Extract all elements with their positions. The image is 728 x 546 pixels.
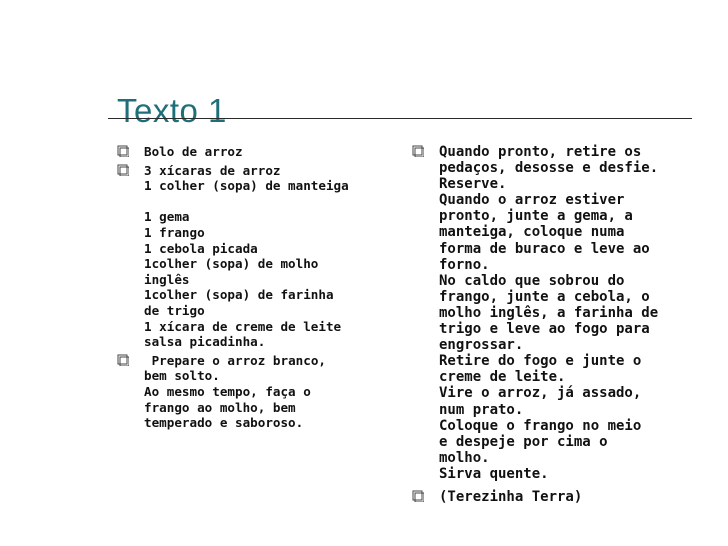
left-column — [117, 144, 397, 431]
hollow-square-bullet-icon — [412, 145, 424, 157]
hollow-square-bullet-icon — [117, 145, 129, 157]
list-item — [117, 144, 397, 160]
bullet-text: Prepare o arroz branco, bem solto. Ao mesmo tempo, faça o frango ao molho, bem temperado e saboroso. — [144, 352, 326, 431]
title-divider — [108, 118, 692, 119]
list-item — [117, 163, 397, 350]
slide-title: Texto 1 — [117, 92, 227, 130]
list-item — [412, 144, 692, 482]
hollow-square-bullet-icon — [117, 354, 129, 366]
bullet-text: Quando pronto, retire os pedaços, desosse e desfie. Reserve. Quando o arroz estiver pronto, junte a gema, a manteiga, coloque numa forma de buraco e leve ao forno. No caldo que sobrou do frango, junte a cebola, o molho inglês, a farinha de trigo e leve ao fogo para engrossar. Retire do fogo e junte o creme de leite. Vire o arroz, já assado, num prato. Coloque o frango no meio e despeje por cima o molho. Sirva quente. — [439, 144, 659, 482]
hollow-square-bullet-icon — [117, 164, 129, 176]
bullet-text: 3 xícaras de arroz 1 colher (sopa) de manteiga 1 gema 1 frango 1 cebola picada 1colher (sopa) de molho inglês 1colher (sopa) de farinha de trigo 1 xícara de creme de leite salsa picadinha. — [144, 162, 349, 350]
bullet-text: Bolo de arroz — [144, 144, 243, 159]
list-item — [117, 353, 397, 431]
list-item — [412, 489, 692, 505]
hollow-square-bullet-icon — [412, 490, 424, 502]
bullet-text: (Terezinha Terra) — [439, 488, 583, 505]
right-column — [412, 144, 692, 505]
